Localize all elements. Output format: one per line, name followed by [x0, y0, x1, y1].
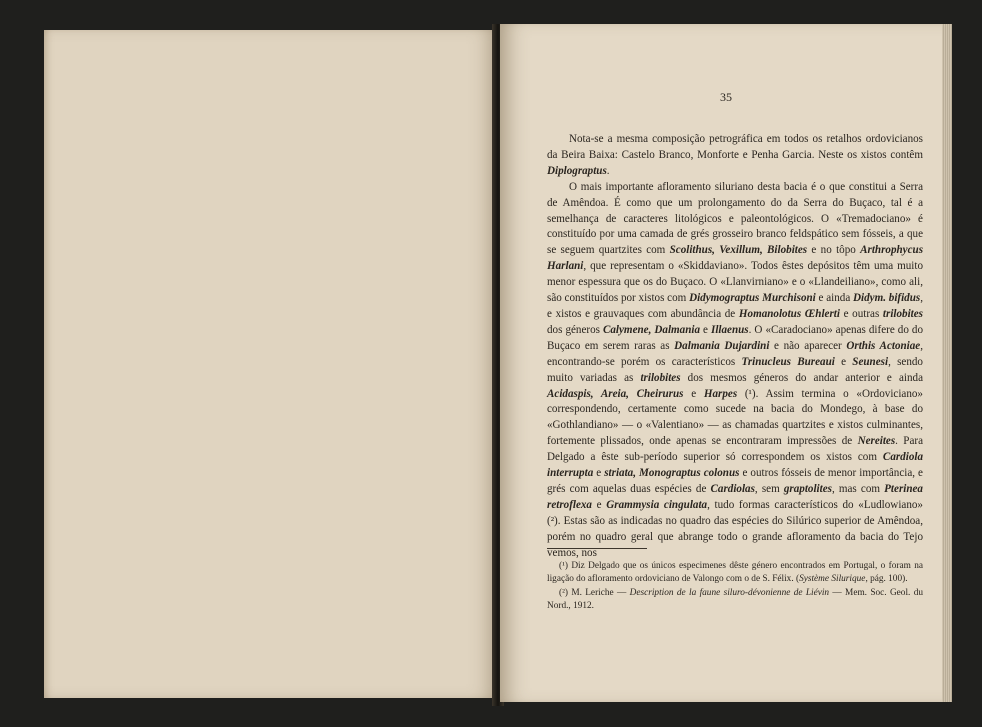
- left-page-blank: [44, 30, 498, 698]
- italic-term: Harpes: [703, 387, 738, 400]
- italic-term: Illaenus: [711, 323, 749, 336]
- italic-term: Scolithus, Vexillum, Bilobites: [669, 244, 808, 257]
- footnote: [547, 560, 923, 587]
- italic-term: trilobites: [882, 307, 923, 320]
- text-run: e: [593, 467, 605, 480]
- footnote: [547, 587, 923, 614]
- book-spread: [44, 24, 958, 706]
- text-run: e ainda: [815, 292, 854, 305]
- italic-term: Dalmania Dujardini: [674, 339, 770, 352]
- italic-term: striata, Monograptus colonus: [604, 467, 740, 480]
- italic-term: Calymene, Dalmania: [602, 323, 701, 336]
- italic-term: Arthrophycus Harlani: [547, 244, 924, 273]
- text-run: (¹) Diz Delgado que os únicos especimenes dêste género encontrados em Portugal, o foram na ligação do afloramento ordoviciano de Valongo com o de S. Félix. (: [547, 561, 923, 585]
- text-run: , pág. 100).: [865, 574, 908, 585]
- right-page: [500, 24, 952, 702]
- text-run: , sendo muito variadas as: [547, 355, 923, 384]
- text-run: dos géneros: [547, 323, 603, 336]
- italic-term: Acidaspis, Areia, Cheirurus: [547, 387, 684, 400]
- text-run: e: [700, 323, 712, 336]
- page-edges: [942, 24, 952, 702]
- text-run: e não aparecer: [769, 339, 847, 352]
- text-run: . Para Delgado a êste sub-período superior só correspondem os xistos com: [547, 435, 923, 464]
- italic-term: Système Silurique: [799, 574, 866, 585]
- italic-term: trilobites: [640, 371, 681, 384]
- paragraph: [547, 180, 923, 562]
- text-run: e no tôpo: [807, 244, 861, 257]
- page-number: 35: [720, 90, 732, 104]
- text-run: dos mesmos géneros do andar anterior e ainda: [680, 371, 923, 384]
- italic-term: Seunesi: [852, 355, 889, 368]
- italic-term: Diplograptus: [547, 164, 607, 177]
- text-run: , tudo formas característicos do «Ludlowiano» (²). Estas são as indicadas no quadro das espécies do Silúrico superior de Amêndoa, porém no quadro geral que abrange todo o grande afloramento da bacia do Tejo vemos, nos: [547, 498, 923, 559]
- italic-term: Nereites: [857, 435, 896, 448]
- text-run: O mais importante afloramento siluriano desta bacia é o que constitui a Serra de Amêndoa. É como que um prolongamento do da Serra do Buçaco, tal é a semelhança de caracteres litológicos e paleontológicos. O «Tremadociano» é constituído por uma camada de grés grosseiro branco feldspático sem fósseis, a que se seguem quartzites com: [547, 180, 923, 257]
- italic-term: Pterinea retroflexa: [547, 482, 923, 511]
- text-run: Nota-se a mesma composição petrográfica em todos os retalhos ordovicianos da Beira Baixa: Castelo Branco, Monforte e Penha Garcia. Neste os xistos contêm: [547, 133, 923, 161]
- body-text: [547, 132, 923, 561]
- italic-term: Trinucleus Bureaui: [741, 355, 835, 368]
- text-run: (²) M. Leriche —: [559, 587, 630, 598]
- text-run: . O «Caradociano» apenas difere do do Buçaco em serem raras as: [547, 323, 923, 352]
- footnotes: [547, 560, 923, 614]
- italic-term: graptolites: [783, 482, 832, 495]
- italic-term: Didym. bifidus: [853, 292, 921, 305]
- italic-term: Description de la faune siluro-dévonienne de Liévin: [629, 587, 830, 598]
- text-run: e: [591, 498, 607, 511]
- italic-term: Grammysia cingulata: [606, 498, 708, 511]
- paragraph: [547, 132, 923, 180]
- text-run: , sem: [754, 482, 784, 495]
- text-run: e outras: [839, 307, 883, 320]
- italic-term: Orthis Actoniae: [846, 339, 921, 352]
- text-run: e outros fósseis de menor importância, e grés com aquelas duas espécies de: [547, 467, 923, 495]
- italic-term: Homanolotus Œhlerti: [738, 307, 840, 320]
- text-run: , mas com: [831, 482, 885, 495]
- italic-term: Cardiolas: [710, 482, 755, 495]
- text-run: e: [834, 355, 853, 368]
- italic-term: Didymograptus Murchisoni: [689, 292, 816, 305]
- italic-term: Cardiola interrupta: [547, 451, 923, 480]
- text-run: .: [606, 164, 610, 177]
- text-run: (¹). Assim termina o «Ordoviciano» correspondendo, certamente como sucede na bacia do Mondego, à base do «Gothlandiano» — o «Valentiano» — as chamadas quartzites e xistos culminantes, fortemente plissados, onde apenas se encontraram impressões de: [547, 387, 923, 448]
- footnote-separator: [547, 548, 647, 549]
- text-run: , encontrando-se porém os característicos: [547, 339, 924, 368]
- text-run: , e xistos e grauvaques com abundância de: [547, 292, 923, 320]
- text-run: — Mem. Soc. Geol. du Nord., 1912.: [547, 587, 923, 612]
- text-run: , que representam o «Skiddaviano». Todos êstes depósitos têm uma muito menor espessura que os do Buçaco. O «Llanvirniano» e o «Llandeiliano», como ali, são constituídos por xistos com: [547, 260, 923, 305]
- text-run: e: [683, 387, 704, 400]
